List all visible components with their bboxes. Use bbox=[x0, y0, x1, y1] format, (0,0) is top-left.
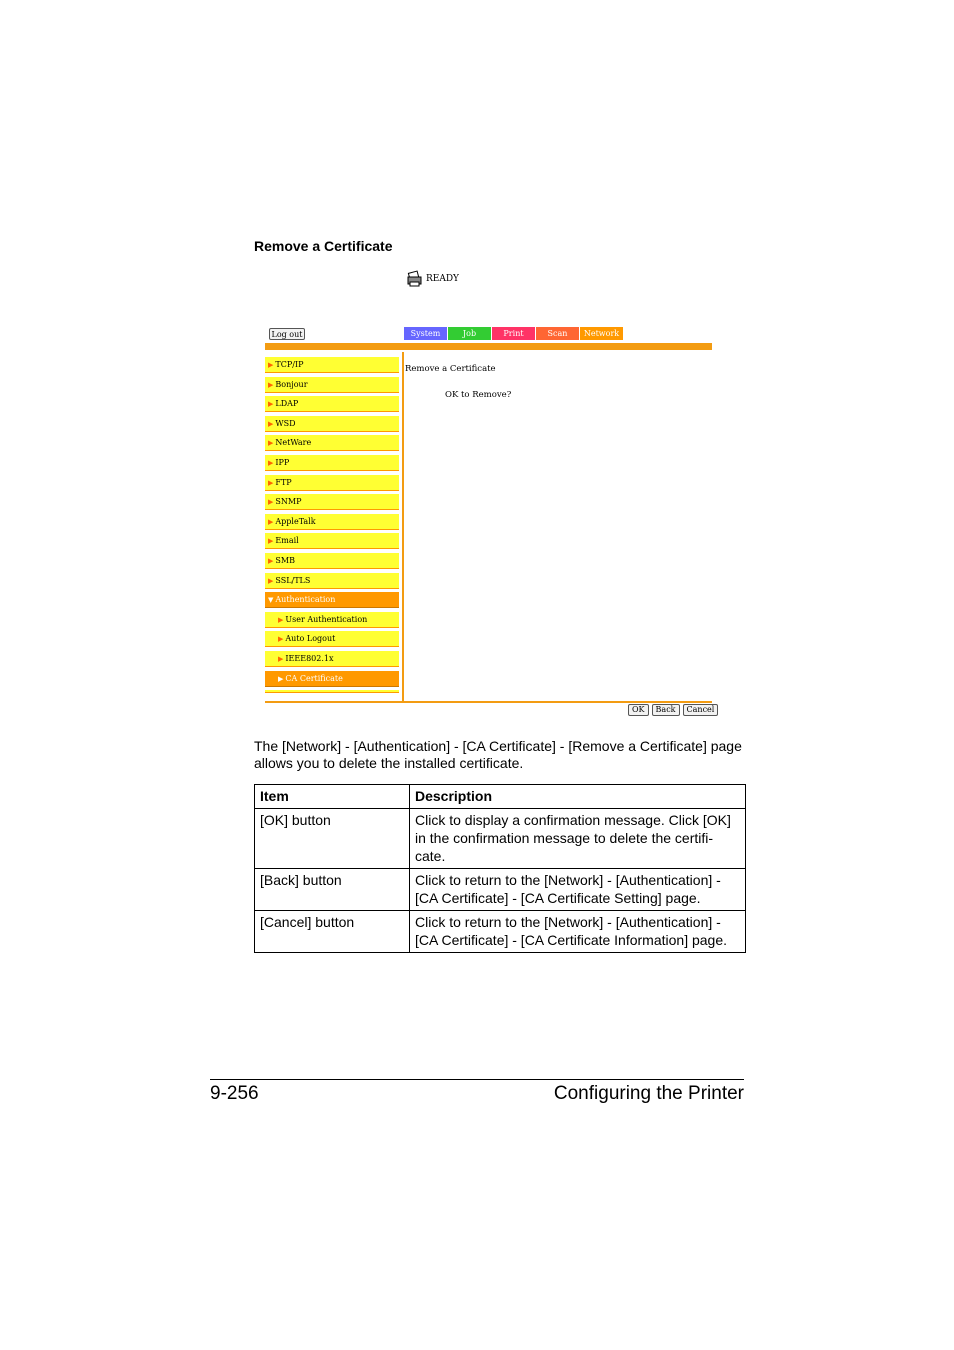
tab-scan[interactable]: Scan bbox=[536, 327, 579, 340]
table-header-row bbox=[255, 785, 746, 809]
tab-network[interactable]: Network bbox=[580, 327, 623, 340]
sidebar-item-ldap[interactable] bbox=[265, 396, 399, 412]
sidebar-item-label: Email bbox=[275, 536, 299, 546]
table-cell-item: [OK] button bbox=[255, 809, 410, 869]
sidebar-item-label: IEEE802.1x bbox=[285, 653, 334, 663]
sidebar-item-label: SMB bbox=[275, 555, 295, 565]
ok-button[interactable]: OK bbox=[628, 704, 649, 716]
triangle-right-icon: ▶ bbox=[268, 556, 274, 565]
sidebar-item-appletalk[interactable] bbox=[265, 514, 399, 530]
description-table bbox=[254, 784, 746, 953]
table-row bbox=[255, 911, 746, 953]
tab-system[interactable]: System bbox=[404, 327, 447, 340]
status-text: READY bbox=[426, 274, 460, 284]
sidebar-item-label: TCP/IP bbox=[275, 360, 304, 369]
table-cell-description: Click to return to the [Network] - [Authentication] - [CA Certificate] - [CA Certificate Setting] page. bbox=[410, 869, 746, 911]
tab-job[interactable]: Job bbox=[448, 327, 491, 340]
table-row bbox=[255, 809, 746, 869]
triangle-right-icon: ▶ bbox=[268, 517, 274, 526]
chapter-title: Configuring the Printer bbox=[553, 1083, 744, 1104]
column-header-item: Item bbox=[255, 785, 410, 809]
action-buttons bbox=[628, 704, 718, 716]
triangle-right-icon: ▶ bbox=[268, 419, 274, 428]
sidebar-item-label: User Authentication bbox=[285, 614, 368, 624]
triangle-right-icon: ▶ bbox=[268, 498, 274, 507]
sidebar-item-label: LDAP bbox=[275, 399, 299, 409]
sidebar-item-label: Bonjour bbox=[275, 379, 308, 389]
sidebar-item-authentication[interactable] bbox=[265, 592, 399, 608]
sidebar-item-wsd[interactable] bbox=[265, 416, 399, 432]
sidebar-item-bonjour[interactable] bbox=[265, 377, 399, 393]
triangle-right-icon: ▶ bbox=[268, 537, 274, 546]
triangle-right-icon: ▶ bbox=[268, 361, 274, 369]
tab-print[interactable]: Print bbox=[492, 327, 535, 340]
table-row bbox=[255, 869, 746, 911]
intro-paragraph: The [Network] - [Authentication] - [CA Certificate] - [Remove a Certificate] page allows you to delete the installed certificate. bbox=[254, 738, 742, 771]
sidebar-item-label: WSD bbox=[275, 418, 296, 428]
triangle-right-icon: ▶ bbox=[278, 635, 284, 644]
sidebar-item-auto-logout[interactable] bbox=[265, 631, 399, 647]
main-tabs bbox=[404, 327, 623, 340]
sidebar-item-smb[interactable] bbox=[265, 553, 399, 569]
printer-status bbox=[406, 270, 459, 288]
page-number: 9-256 bbox=[210, 1083, 259, 1104]
sidebar-end bbox=[265, 690, 399, 693]
sidebar-item-snmp[interactable] bbox=[265, 494, 399, 510]
confirmation-message: OK to Remove? bbox=[445, 390, 512, 400]
sidebar-item-ftp[interactable] bbox=[265, 475, 399, 491]
sidebar-item-ssl-tls[interactable] bbox=[265, 573, 399, 589]
sidebar-item-email[interactable] bbox=[265, 533, 399, 549]
sidebar-item-label: IPP bbox=[275, 457, 290, 467]
sidebar-item-netware[interactable] bbox=[265, 435, 399, 451]
column-header-description: Description bbox=[410, 785, 746, 809]
sidebar-item-label: AppleTalk bbox=[275, 516, 316, 526]
sidebar-item-user-authentication[interactable] bbox=[265, 612, 399, 628]
table-cell-description: Click to return to the [Network] - [Authentication] - [CA Certificate] - [CA Certificate Information] page. bbox=[410, 911, 746, 953]
sidebar-item-ca-certificate[interactable] bbox=[265, 671, 399, 687]
logout-button[interactable]: Log out bbox=[269, 328, 305, 340]
triangle-right-icon: ▶ bbox=[278, 654, 284, 663]
table-cell-description: Click to display a confirmation message. Click [OK] in the confirmation message to delete the certifi-cate. bbox=[410, 809, 746, 869]
triangle-right-icon: ▶ bbox=[268, 576, 274, 585]
sidebar-divider bbox=[402, 352, 404, 701]
sidebar-item-label: Auto Logout bbox=[285, 634, 336, 644]
content-title: Remove a Certificate bbox=[405, 364, 496, 374]
cancel-button[interactable]: Cancel bbox=[683, 704, 719, 716]
triangle-right-icon: ▶ bbox=[268, 478, 274, 487]
sidebar-item-ipp[interactable] bbox=[265, 455, 399, 471]
sidebar-item-label: SSL/TLS bbox=[275, 575, 311, 585]
sidebar-menu bbox=[265, 357, 399, 693]
sidebar-item-label: NetWare bbox=[275, 438, 312, 448]
triangle-right-icon: ▶ bbox=[278, 674, 284, 683]
triangle-right-icon: ▶ bbox=[268, 380, 274, 389]
table-cell-item: [Cancel] button bbox=[255, 911, 410, 953]
triangle-down-icon: ▼ bbox=[268, 596, 274, 605]
sidebar-item-label: SNMP bbox=[275, 497, 302, 507]
triangle-right-icon: ▶ bbox=[268, 439, 274, 448]
section-heading: Remove a Certificate bbox=[254, 238, 393, 254]
printer-icon bbox=[406, 270, 424, 288]
sidebar-item-ieee8021x[interactable] bbox=[265, 651, 399, 667]
footer-rule bbox=[210, 1079, 744, 1080]
triangle-right-icon: ▶ bbox=[268, 458, 274, 467]
footer-bar bbox=[265, 701, 712, 703]
triangle-right-icon: ▶ bbox=[278, 615, 284, 624]
sidebar-item-tcpip[interactable] bbox=[265, 357, 399, 373]
header-bar bbox=[265, 343, 712, 350]
sidebar-item-label: Authentication bbox=[275, 595, 336, 605]
table-cell-item: [Back] button bbox=[255, 869, 410, 911]
triangle-right-icon: ▶ bbox=[268, 400, 274, 409]
sidebar-item-label: CA Certificate bbox=[285, 673, 343, 683]
back-button[interactable]: Back bbox=[652, 704, 680, 716]
sidebar-item-label: FTP bbox=[275, 477, 292, 487]
